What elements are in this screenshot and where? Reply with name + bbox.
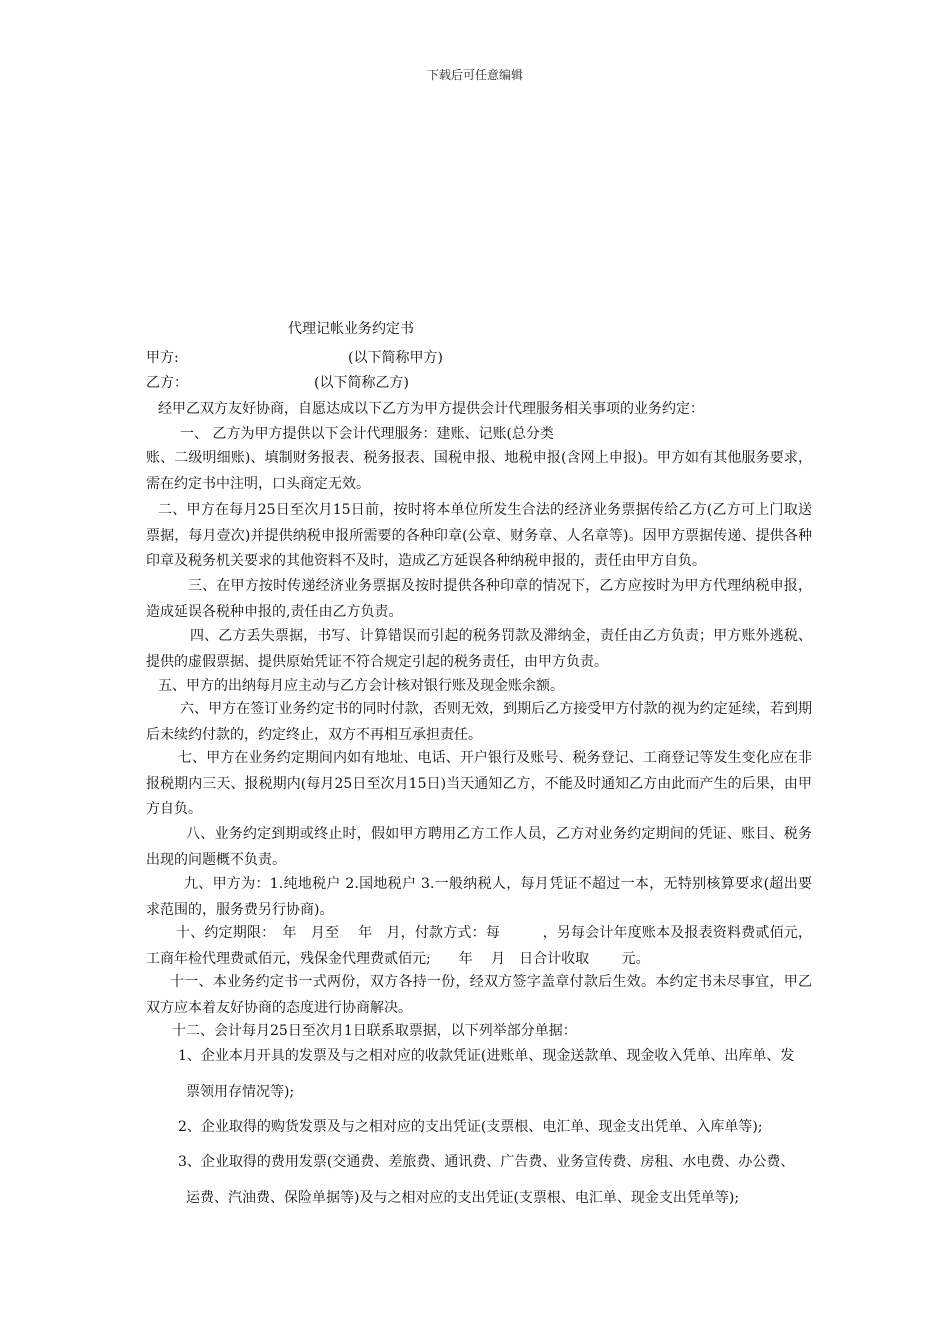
party-b-note: (以下简称乙方) — [314, 375, 409, 391]
clause-6: 六、甲方在签订业务约定书的同时付款，否则无效，到期后乙方接受甲方付款的视为约定延续，若到期后未续约付款的，约定终止，双方不再相互承担责任。 — [146, 701, 812, 743]
item-1-line-2: 票领用存情况等); — [186, 1084, 295, 1100]
clause-3: 三、在甲方按时传递经济业务票据及按时提供各种印章的情况下，乙方应按时为甲方代理纳税申报，造成延误各税种申报的,责任由乙方负责。 — [146, 578, 812, 620]
party-a-label: 甲方: — [146, 350, 179, 366]
clause-4: 四、乙方丢失票据，书写、计算错误而引起的税务罚款及滞纳金，责任由乙方负责；甲方账外逃税、提供的虚假票据、提供原始凭证不符合规定引起的税务责任，由甲方负责。 — [146, 628, 812, 670]
clause-2: 二、甲方在每月25日至次月15日前，按时将本单位所发生合法的经济业务票据传给乙方(乙方可上门取送票据，每月壹次)并提供纳税申报所需要的各种印章(公章、财务章、人名章等)。因甲方票据传递、提供各种印章及税务机关要求的其他资料不及时，造成乙方延误各种纳税申报的，责任由甲方自负。 — [146, 502, 812, 569]
party-b-label: 乙方： — [146, 375, 188, 391]
clause-10: 十、约定期限： 年 月至 年 月，付款方式：每 ，另每会计年度账本及报表资料费贰佰元，工商年检代理费贰佰元，残保金代理费贰佰元; 年 月 日合计收取 元。 — [146, 925, 812, 967]
clause-8: 八、业务约定到期或终止时，假如甲方聘用乙方工作人员，乙方对业务约定期间的凭证、账目、税务出现的问题概不负责。 — [146, 826, 812, 868]
clause-1-continued: 账、二级明细账)、填制财务报表、税务报表、国税申报、地税申报(含网上申报)。甲方如有其他服务要求，需在约定书中注明，口头商定无效。 — [146, 450, 812, 492]
document-title: 代理记帐业务约定书 — [288, 321, 414, 337]
clause-5: 五、甲方的出纳每月应主动与乙方会计核对银行账及现金账余额。 — [158, 678, 564, 694]
item-1-line-1: 1、企业本月开具的发票及与之相对应的收款凭证(进账单、现金送款单、现金收入凭单、出库单、发 — [178, 1048, 795, 1064]
item-3-line-2: 运费、汽油费、保险单据等)及与之相对应的支出凭证(支票根、电汇单、现金支出凭单等); — [186, 1190, 740, 1206]
clause-7: 七、甲方在业务约定期间内如有地址、电话、开户银行及账号、税务登记、工商登记等发生变化应在非报税期内三天、报税期内(每月25日至次月15日)当天通知乙方，不能及时通知乙方由此而产生的后果，由甲方自负。 — [146, 750, 812, 817]
clause-1-first-line: 一、 乙方为甲方提供以下会计代理服务：建账、记账(总分类 — [180, 426, 554, 442]
item-3-line-1: 3、企业取得的费用发票(交通费、差旅费、通讯费、广告费、业务宣传费、房租、水电费、办公费、 — [178, 1154, 795, 1170]
header-note: 下载后可任意编辑 — [426, 68, 523, 82]
intro-paragraph: 经甲乙双方友好协商，自愿达成以下乙方为甲方提供会计代理服务相关事项的业务约定： — [158, 401, 704, 417]
clause-9: 九、甲方为：1.纯地税户 2.国地税户 3.一般纳税人，每月凭证不超过一本，无特别核算要求(超出要求范围的，服务费另行协商)。 — [146, 876, 812, 918]
party-a-note: (以下简称甲方) — [348, 350, 443, 366]
clause-11: 十一、本业务约定书一式两份，双方各持一份，经双方签字盖章付款后生效。本约定书未尽事宜，甲乙双方应本着友好协商的态度进行协商解决。 — [146, 974, 812, 1016]
item-2: 2、企业取得的购货发票及与之相对应的支出凭证(支票根、电汇单、现金支出凭单、入库单等); — [178, 1119, 763, 1135]
clause-12: 十二、会计每月25日至次月1日联系取票据，以下列举部分单据： — [172, 1023, 577, 1039]
